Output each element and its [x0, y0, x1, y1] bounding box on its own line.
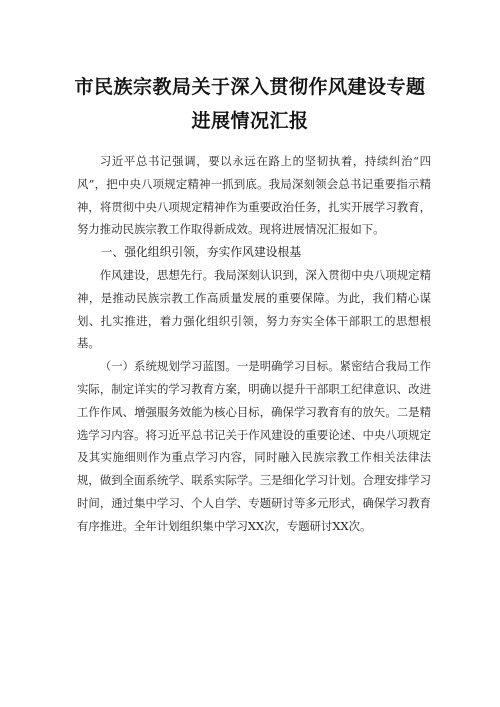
intro-paragraph: 习近平总书记强调，要以永远在路上的坚韧执着，持续纠治“四风”，把中央八项规定精神一抓到底。我局深刻领会总书记重要指示精神，将贯彻中央八项规定精神作为重要政治任务，扎实开展学习教育，努力推动民族宗教工作取得新成效。现将进展情况汇报如下。 [77, 154, 431, 237]
subsection-paragraph: （一）系统规划学习蓝图。一是明确学习目标。紧密结合我局工作实际，制定详实的学习教育方案，明确以提升干部职工纪律意识、改进工作作风、增强服务效能为核心目标，确保学习教育有的放矢。二是精选学习内容。将习近平总书记关于作风建设的重要论述、中央八项规定及其实施细则作为重点学习内容，同时融入民族宗教工作相关法律法规，做到全面系统学、联系实际学。三是细化学习计划。合理安排学习时间，通过集中学习、个人自学、专题研讨等多元形式，确保学习教育有序推进。全年计划组织集中学习XX次，专题研讨XX次。 [77, 359, 431, 533]
document-title-line2: 进展情况汇报 [191, 110, 309, 132]
section-heading: 一、强化组织引领，夯实作风建设根基 [100, 245, 302, 260]
document-title-line1: 市民族宗教局关于深入贯彻作风建设专题 [74, 76, 426, 98]
section-paragraph: 作风建设，思想先行。我局深刻认识到，深入贯彻中央八项规定精神，是推动民族宗教工作高质量发展的重要保障。为此，我们精心谋划、扎实推进，着力强化组织引领，努力夯实全体干部职工的思想根基。 [77, 267, 431, 351]
document-body [77, 150, 431, 538]
